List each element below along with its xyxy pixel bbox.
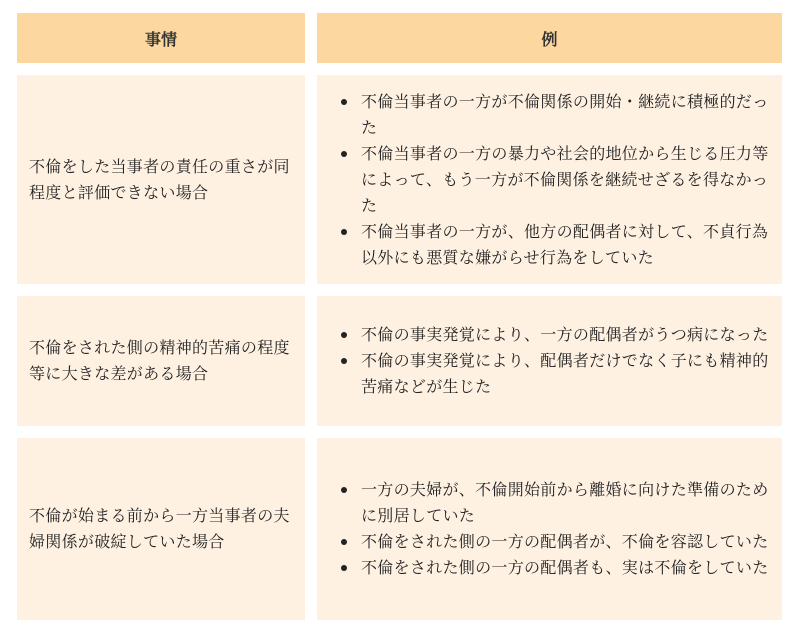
example-text: 不倫当事者の一方が不倫関係の開始・継続に積極的だった bbox=[361, 91, 769, 137]
situation-cell bbox=[17, 296, 305, 426]
header-situation-label: 事情 bbox=[144, 29, 177, 49]
list-item bbox=[339, 219, 772, 271]
examples-cell bbox=[317, 438, 782, 620]
bullet-icon bbox=[341, 358, 347, 364]
bullet-icon bbox=[341, 487, 347, 493]
example-text: 不倫の事実発覚により、配偶者だけでなく子にも精神的苦痛などが生じた bbox=[361, 351, 769, 396]
list-item bbox=[339, 322, 772, 348]
situation-cell bbox=[17, 438, 305, 620]
example-text: 不倫当事者の一方が、他方の配偶者に対して、不貞行為以外にも悪質な嫌がらせ行為をしていた bbox=[361, 221, 769, 267]
examples-cell bbox=[317, 75, 782, 284]
bullet-icon bbox=[341, 229, 347, 235]
list-item bbox=[339, 477, 772, 529]
header-situation bbox=[17, 13, 305, 63]
example-text: 不倫当事者の一方の暴力や社会的地位から生じる圧力等によって、もう一方が不倫関係を継続せざるを得なかった bbox=[361, 143, 769, 215]
example-text: 一方の夫婦が、不倫開始前から離婚に向けた準備のために別居していた bbox=[361, 480, 769, 525]
examples-list bbox=[339, 89, 772, 271]
bullet-icon bbox=[341, 539, 347, 545]
bullet-icon bbox=[341, 99, 347, 105]
list-item bbox=[339, 141, 772, 219]
example-text: 不倫をされた側の一方の配偶者が、不倫を容認していた bbox=[361, 532, 769, 551]
list-item bbox=[339, 555, 772, 581]
header-example bbox=[317, 13, 782, 63]
examples-list bbox=[339, 477, 772, 581]
situation-text: 不倫をされた側の精神的苦痛の程度等に大きな差がある場合 bbox=[29, 338, 290, 383]
list-item bbox=[339, 89, 772, 141]
list-item bbox=[339, 348, 772, 400]
bullet-icon bbox=[341, 151, 347, 157]
examples-cell bbox=[317, 296, 782, 426]
situation-text: 不倫をした当事者の責任の重さが同程度と評価できない場合 bbox=[29, 156, 290, 202]
example-text: 不倫をされた側の一方の配偶者も、実は不倫をしていた bbox=[361, 558, 769, 577]
situation-text: 不倫が始まる前から一方当事者の夫婦関係が破綻していた場合 bbox=[29, 506, 290, 551]
bullet-icon bbox=[341, 565, 347, 571]
situation-cell bbox=[17, 75, 305, 284]
bullet-icon bbox=[341, 332, 347, 338]
examples-list bbox=[339, 322, 772, 400]
header-example-label: 例 bbox=[541, 29, 558, 49]
list-item bbox=[339, 529, 772, 555]
example-text: 不倫の事実発覚により、一方の配偶者がうつ病になった bbox=[361, 325, 769, 344]
